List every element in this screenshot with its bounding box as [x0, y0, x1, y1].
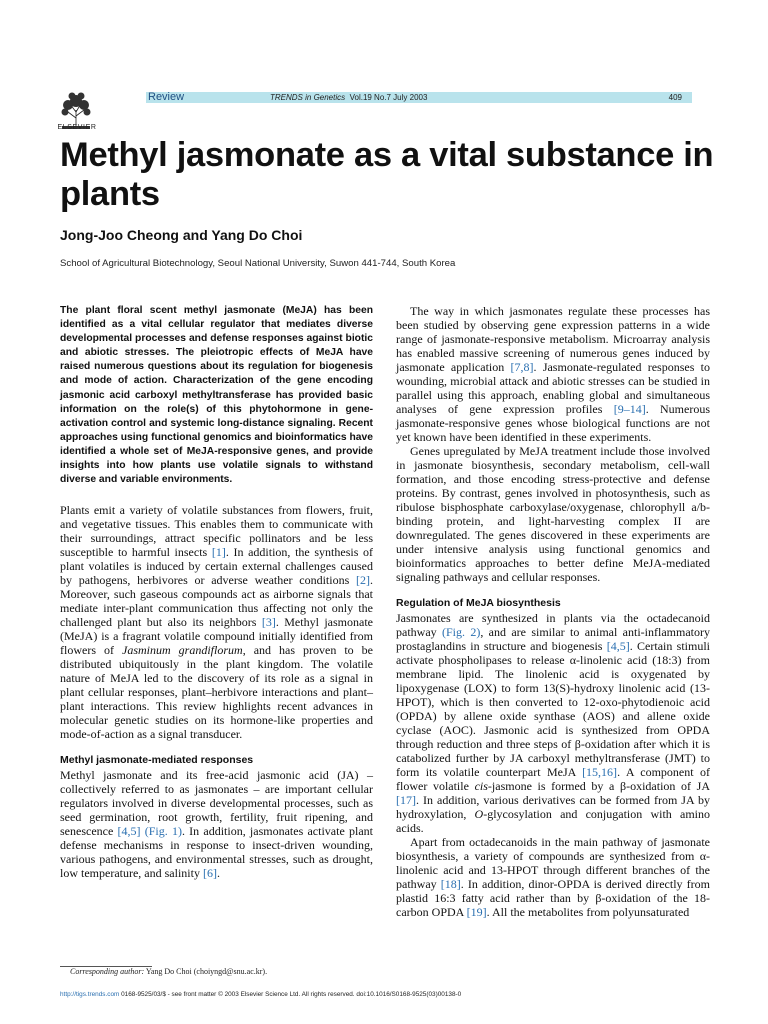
text-run: . In addition, jasmonates activate plant defense mechanisms in response to insect-driven wounding, various pathogens, and environmental stresses, such as drought, low temperature, and salinity: [60, 824, 373, 881]
species-name: Jasminum grandiflorum: [122, 643, 243, 658]
journal-url-link[interactable]: http://tigs.trends.com: [60, 991, 120, 998]
text-run: , and has proven to be distributed ubiquitously in the plant kingdom. The volatile nature of MeJA led to the discovery of its role as a signal in plant cellular responses, plant–herbivore interactions and plant–plant interactions. This review highlights recent advances in molecular genetic studies on its hormone-like properties and mode-of-action as a signal transducer.: [60, 643, 374, 742]
abstract: The plant floral scent methyl jasmonate (MeJA) has been identified as a vital cellular regulator that mediates diverse developmental processes and defense responses against biotic and abiotic stresses. The pleiotropic effects of MeJA have raised numerous questions about its regulation for biogenesis and mode of action. Characterization of the gene encoding jasmonic acid carboxyl methyltransferase has provided basic information on the role(s) of this phytohormone in gene-activation control and systemic long-distance signaling. Recent approaches using functional genomics and bioinformatics have identified a whole set of MeJA-responsive genes, and provide insights into how plants use volatile signals to withstand diverse and variable environments.: [60, 305, 373, 486]
page-footer: [60, 991, 461, 998]
journal-name: TRENDS in Genetics: [270, 93, 346, 102]
text-run: Apart from octadecanoids in the main pathway of jasmonate biosynthesis, a variety of compounds are synthesized from α-linolenic acid and 13-HPOT through different branches of the pathway: [396, 835, 710, 891]
citation-link[interactable]: [1]: [211, 545, 226, 560]
footnote-text: Yang Do Choi (choiyngd@snu.ac.kr).: [144, 967, 268, 976]
body-paragraph: [396, 835, 710, 919]
text-run: . Jasmonate-regulated responses to wounding, microbial attack and abiotic stresses can be studied in parallel using this approach, enabling global and simultaneous analyses of gene expression profiles: [396, 360, 710, 416]
text-run: Plants emit a variety of volatile substances from flowers, fruit, and vegetative tissues. This enables them to communicate with their surroundings, attract specific pollinators and be less susceptible to harmful insects: [60, 503, 373, 560]
corresponding-author-note: [70, 967, 267, 976]
italic-term: cis: [474, 779, 488, 793]
text-run: . In addition, dinor-OPDA is derived directly from plastid 16:3 fatty acid rather than by β-oxidation of the 18-carbon OPDA: [396, 877, 710, 919]
citation-link[interactable]: [4,5]: [117, 824, 141, 839]
citation-link[interactable]: [15,16]: [582, 765, 618, 779]
text-run: -glycosylation and conjugation with amino acids.: [396, 807, 710, 835]
journal-info: [270, 93, 427, 102]
text-run: . In addition, the synthesis of plant volatiles is induced by certain external challenges caused by pathogens, herbivores or adverse weather conditions: [60, 545, 373, 588]
intro-paragraph: [60, 503, 373, 741]
citation-link[interactable]: [6]: [202, 866, 217, 881]
body-paragraph: Genes upregulated by MeJA treatment include those involved in jasmonate biosynthesis, secondary metabolism, cell-wall formation, and those encoding stress-protective and defense proteins. By contrast, genes involved in photosynthesis, such as ribulose bisphosphate carboxylase/oxygenase, chlorophyll a/b-binding protein, and light-harvesting complex II are downregulated. The genes discovered in these experiments are under intensive analysis using functional genomics and bioinformatics approaches to better define MeJA-mediated signaling pathways and cellular responses.: [396, 444, 710, 584]
text-run: . Methyl jasmonate (MeJA) is a fragrant volatile compound initially identified from flowers of: [60, 615, 373, 658]
page-number: 409: [668, 93, 682, 102]
section-label: Review: [148, 91, 185, 103]
citation-link[interactable]: [17]: [396, 793, 416, 807]
figure-link[interactable]: (Fig. 1): [144, 824, 182, 839]
citation-link[interactable]: [4,5]: [606, 639, 630, 653]
text-run: Jasmonates are synthesized in plants via the octadecanoid pathway: [396, 611, 710, 639]
section-heading: Regulation of MeJA biosynthesis: [396, 597, 561, 609]
body-paragraph: [396, 611, 710, 835]
citation-link[interactable]: [3]: [261, 615, 276, 630]
section-heading: Methyl jasmonate-mediated responses: [60, 754, 254, 767]
left-column: [60, 304, 373, 880]
footnote-label: Corresponding author:: [70, 967, 145, 976]
volume-info: Vol.19 No.7 July 2003: [349, 93, 428, 102]
text-run: -jasmone is formed by a β-oxidation of JA: [487, 779, 710, 793]
publisher-name: ELSEVIER: [57, 124, 97, 131]
text-run: . Numerous jasmonate-responsive genes whose biological functions are not yet known have been identified in these experiments.: [396, 402, 710, 444]
text-run: .: [216, 866, 220, 881]
text-run: The way in which jasmonates regulate these processes has been studied by observing gene expression patterns in a wide range of jasmonate-responsive metabolism. Microarray analysis has enabled massive screening of numerous genes induced by jasmonate application: [396, 304, 710, 374]
figure-link[interactable]: (Fig. 2): [442, 625, 481, 639]
text-run: , and are similar to animal anti-inflammatory prostaglandins in structure and biogenesis: [396, 625, 710, 653]
article-title: Methyl jasmonate as a vital substance in plants: [60, 136, 714, 213]
citation-link[interactable]: [19]: [466, 905, 487, 919]
text-run: . All the metabolites from polyunsaturated: [486, 905, 690, 919]
citation-link[interactable]: [18]: [440, 877, 461, 891]
italic-term: O: [474, 807, 484, 821]
text-run: Methyl jasmonate and its free-acid jasmonic acid (JA) – collectively referred to as jasmonates – are important cellular regulators involved in diverse developmental processes, such as seed germination, root growth, fertility, fruit ripening, and senescence: [60, 768, 373, 839]
citation-link[interactable]: [7,8]: [510, 360, 534, 374]
text-run: . A component of flower volatile: [396, 765, 710, 793]
citation-link[interactable]: [9–14]: [613, 402, 646, 416]
body-paragraph: [396, 304, 710, 444]
text-run: . In addition, various derivatives can be formed from JA by hydroxylation,: [396, 793, 710, 821]
citation-link[interactable]: [2]: [356, 573, 370, 588]
text-run: . Moreover, such gaseous compounds act as airborne signals that mediate inter-plant communication thus affecting not only the challenged plant but also its neighbors: [60, 573, 373, 630]
section1-paragraph: [60, 768, 373, 880]
author-affiliation: School of Agricultural Biotechnology, Seoul National University, Suwon 441-744, South Korea: [60, 258, 456, 269]
text-run: . Certain stimuli activate phospholipases to release α-linolenic acid (18:3) from membrane lipid. The linolenic acid is oxygenated by lipoxygenase (LOX) to form 13(S)-hydroxy linolenic acid (13-HPOT), which is then converted to 12-oxo-phytodienoic acid (OPDA) by allene oxide synthase (AOS) and allene oxide cyclase (AOC). Jasmonic acid is synthesized from OPDA through reduction and three steps of β-oxidation after which it is catabolized further by JA carboxyl methyltransferase (JMT) to form its volatile counterpart MeJA: [396, 639, 710, 779]
article-authors: Jong-Joo Cheong and Yang Do Choi: [60, 227, 303, 243]
copyright-text: 0168-9525/03/$ - see front matter © 2003 Elsevier Science Ltd. All rights reserved. doi:10.1016/S0168-9525(03)00138-0: [119, 991, 462, 998]
right-column: [396, 304, 710, 919]
